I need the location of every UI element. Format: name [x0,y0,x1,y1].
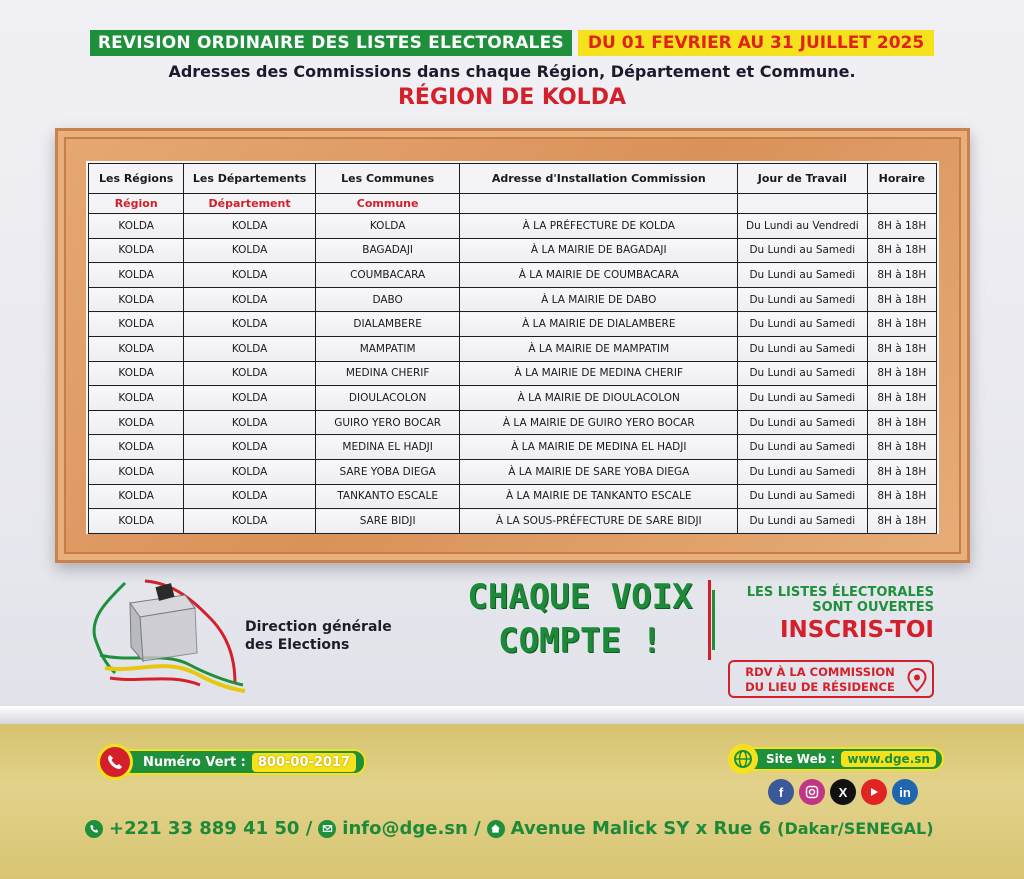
column-subheader [738,194,868,214]
table-cell: KOLDA [184,459,315,484]
table-cell: 8H à 18H [867,214,936,239]
table-cell: KOLDA [184,509,315,534]
period-banner: DU 01 FEVRIER AU 31 JUILLET 2025 [578,30,934,56]
table-row [89,509,937,534]
table-cell: À LA MAIRIE DE COUMBACARA [460,263,738,288]
table-cell: MEDINA EL HADJI [315,435,460,460]
dge-logo [85,573,255,698]
column-header: Jour de Travail [738,164,868,194]
table-cell: Du Lundi au Samedi [738,336,868,361]
x-icon[interactable]: X [830,779,856,805]
table-cell: Du Lundi au Samedi [738,484,868,509]
table-cell: KOLDA [184,484,315,509]
email-address[interactable]: info@dge.sn / [342,818,481,839]
table-header-row [89,164,937,194]
table-cell: À LA MAIRIE DE DABO [460,287,738,312]
table-cell: KOLDA [89,287,184,312]
table-row [89,386,937,411]
address-city: (Dakar/SENEGAL) [777,819,934,838]
table-row [89,361,937,386]
table-cell: Du Lundi au Samedi [738,361,868,386]
phone-number[interactable]: +221 33 889 41 50 / [109,818,313,839]
table-cell: À LA MAIRIE DE BAGADAJI [460,238,738,263]
table-cell: À LA MAIRIE DE DIOULACOLON [460,386,738,411]
table-cell: Du Lundi au Samedi [738,386,868,411]
table-cell: Du Lundi au Samedi [738,287,868,312]
table-frame [55,128,970,563]
table-board [86,161,939,534]
globe-icon [728,744,758,774]
home-icon [487,820,505,838]
table-cell: 8H à 18H [867,459,936,484]
rdv-box: RDV À LA COMMISSION DU LIEU DE RÉSIDENCE [728,660,934,698]
table-cell: KOLDA [89,435,184,460]
table-row [89,214,937,239]
table-cell: Du Lundi au Samedi [738,238,868,263]
table-cell: SARE YOBA DIEGA [315,459,460,484]
table-cell: 8H à 18H [867,238,936,263]
instagram-icon[interactable] [799,779,825,805]
table-cell: KOLDA [89,361,184,386]
table-cell: 8H à 18H [867,435,936,460]
table-cell: KOLDA [89,238,184,263]
table-cell: KOLDA [184,361,315,386]
table-cell: DIALAMBERE [315,312,460,337]
table-cell: Du Lundi au Samedi [738,509,868,534]
column-header: Adresse d'Installation Commission [460,164,738,194]
column-subheader [460,194,738,214]
table-cell: KOLDA [184,214,315,239]
table-cell: BAGADAJI [315,238,460,263]
table-cell: KOLDA [89,484,184,509]
table-cell: Du Lundi au Samedi [738,459,868,484]
table-cell: KOLDA [184,238,315,263]
numero-value[interactable]: 800-00-2017 [252,753,356,772]
column-subheader: Département [184,194,315,214]
table-cell: Du Lundi au Samedi [738,410,868,435]
column-subheader: Commune [315,194,460,214]
table-cell: 8H à 18H [867,410,936,435]
postal-address: Avenue Malick SY x Rue 6 [510,818,772,839]
table-cell: KOLDA [184,386,315,411]
table-cell: 8H à 18H [867,312,936,337]
commissions-table [88,163,937,534]
senegal-outline-green [94,583,125,673]
table-cell: À LA MAIRIE DE MEDINA EL HADJI [460,435,738,460]
table-cell: KOLDA [89,312,184,337]
table-cell: 8H à 18H [867,336,936,361]
table-cell: À LA MAIRIE DE SARE YOBA DIEGA [460,459,738,484]
table-cell: KOLDA [89,214,184,239]
table-cell: KOLDA [89,263,184,288]
table-cell: KOLDA [89,386,184,411]
table-cell: KOLDA [184,435,315,460]
table-cell: KOLDA [184,410,315,435]
table-cell: 8H à 18H [867,386,936,411]
table-row [89,459,937,484]
table-cell: À LA MAIRIE DE GUIRO YERO BOCAR [460,410,738,435]
table-cell: 8H à 18H [867,361,936,386]
table-cell: À LA PRÉFECTURE DE KOLDA [460,214,738,239]
table-cell: DABO [315,287,460,312]
table-cell: COUMBACARA [315,263,460,288]
header [0,30,1024,110]
table-cell: À LA MAIRIE DE MEDINA CHERIF [460,361,738,386]
table-row [89,287,937,312]
social-links [768,779,918,805]
table-cell: KOLDA [184,312,315,337]
linkedin-icon[interactable]: in [892,779,918,805]
table-cell: À LA MAIRIE DE DIALAMBERE [460,312,738,337]
site-web [728,744,944,774]
table-cell: KOLDA [89,410,184,435]
column-header: Horaire [867,164,936,194]
ballot-box-icon [130,583,197,661]
table-cell: À LA SOUS-PRÉFECTURE DE SARE BIDJI [460,509,738,534]
table-cell: MAMPATIM [315,336,460,361]
phone-call-icon [97,744,133,780]
site-link[interactable]: www.dge.sn [841,751,936,767]
table-cell: MEDINA CHERIF [315,361,460,386]
table-cell: À LA MAIRIE DE MAMPATIM [460,336,738,361]
table-cell: 8H à 18H [867,287,936,312]
table-row [89,336,937,361]
site-label: Site Web : [766,752,836,766]
table-cell: KOLDA [315,214,460,239]
whatsapp-icon [85,820,103,838]
table-row [89,435,937,460]
column-subheader [867,194,936,214]
column-header: Les Régions [89,164,184,194]
email-icon [318,820,336,838]
contact-line [85,818,934,839]
inscris-toi: INSCRIS-TOI [779,617,934,643]
flag-divider [708,580,716,660]
slogan: CHAQUE VOIX COMPTE ! [467,577,693,661]
facebook-icon[interactable]: f [768,779,794,805]
table-cell: Du Lundi au Samedi [738,263,868,288]
table-row [89,312,937,337]
column-header: Les Communes [315,164,460,194]
table-cell: KOLDA [184,336,315,361]
table-row [89,238,937,263]
youtube-icon[interactable] [861,779,887,805]
table-cell: KOLDA [89,509,184,534]
table-cell: SARE BIDJI [315,509,460,534]
table-cell: Du Lundi au Samedi [738,312,868,337]
org-name: Direction générale des Elections [245,619,392,653]
table-subheader-row [89,194,937,214]
table-cell: 8H à 18H [867,263,936,288]
subtitle: Adresses des Commissions dans chaque Région, Département et Commune. [168,62,856,81]
table-cell: 8H à 18H [867,484,936,509]
numero-label: Numéro Vert : [143,754,246,770]
column-subheader: Région [89,194,184,214]
table-cell: KOLDA [184,287,315,312]
listes-block: LES LISTES ÉLECTORALES SONT OUVERTES INSCRIS-TOI [728,585,934,645]
table-row [89,410,937,435]
table-cell: TANKANTO ESCALE [315,484,460,509]
table-cell: KOLDA [89,336,184,361]
table-cell: GUIRO YERO BOCAR [315,410,460,435]
table-cell: Du Lundi au Samedi [738,435,868,460]
title-banner: REVISION ORDINAIRE DES LISTES ELECTORALES [90,30,572,56]
region-title: RÉGION DE KOLDA [397,85,626,110]
table-row [89,484,937,509]
column-header: Les Départements [184,164,315,194]
table-cell: KOLDA [184,263,315,288]
table-cell: DIOULACOLON [315,386,460,411]
table-cell: Du Lundi au Vendredi [738,214,868,239]
divider [0,706,1024,724]
table-cell: KOLDA [89,459,184,484]
location-pin-icon [907,668,927,692]
table-cell: 8H à 18H [867,509,936,534]
table-cell: À LA MAIRIE DE TANKANTO ESCALE [460,484,738,509]
table-row [89,263,937,288]
numero-vert [97,744,366,780]
